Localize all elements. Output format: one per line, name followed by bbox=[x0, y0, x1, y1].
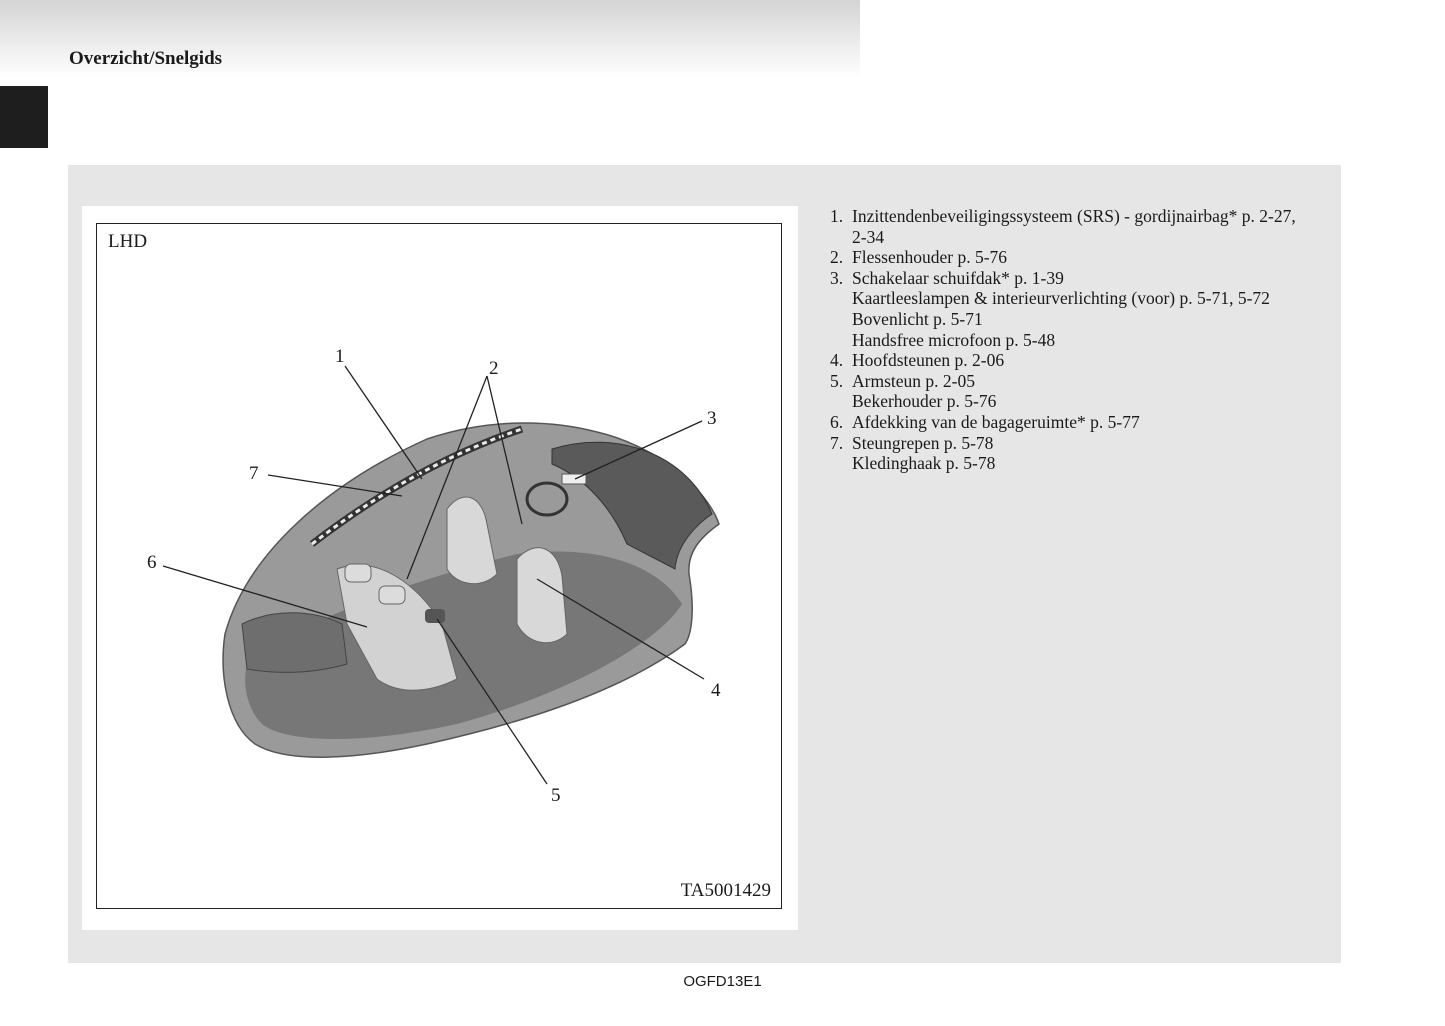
chapter-tab-marker bbox=[0, 86, 48, 148]
legend-line: 2-34 bbox=[852, 226, 885, 247]
legend-item-text bbox=[852, 371, 1325, 412]
callout-6: 6 bbox=[147, 552, 157, 573]
legend-item bbox=[830, 350, 1325, 371]
legend-line: Bekerhouder p. 5-76 bbox=[852, 391, 997, 412]
legend-line: Afdekking van de bagageruimte* p. 5-77 bbox=[852, 411, 1140, 432]
legend-line: Armsteun p. 2-05 bbox=[852, 370, 975, 391]
legend-line: Kaartleeslampen & interieurverlichting (voor) p. 5-71, 5-72 bbox=[852, 288, 1270, 309]
legend-item-number: 1. bbox=[830, 206, 844, 226]
section-title: Overzicht/Snelgids bbox=[69, 48, 223, 69]
legend-item-number: 3. bbox=[830, 267, 844, 288]
legend-item bbox=[830, 247, 1325, 268]
legend-line: Handsfree microfoon p. 5-48 bbox=[852, 329, 1056, 350]
legend-item-number: 7. bbox=[830, 432, 844, 453]
legend-item-text bbox=[852, 247, 1325, 268]
rear-headrest bbox=[345, 564, 371, 582]
legend-item bbox=[830, 268, 1325, 350]
legend-line: Inzittendenbeveiligingssysteem (SRS) - gordijnairbag* p. 2-27, bbox=[852, 206, 1296, 226]
callout-3: 3 bbox=[707, 408, 717, 429]
legend-item-text bbox=[852, 433, 1325, 474]
page-code: OGFD13E1 bbox=[683, 973, 762, 990]
callout-4: 4 bbox=[711, 680, 721, 701]
legend-line: Hoofdsteunen p. 2-06 bbox=[852, 350, 1005, 371]
legend-item-text bbox=[852, 206, 1325, 247]
callout-2: 2 bbox=[489, 358, 499, 379]
car-interior-illustration bbox=[97, 224, 781, 908]
legend-item-number: 2. bbox=[830, 247, 844, 268]
legend-line: Kledinghaak p. 5-78 bbox=[852, 453, 996, 474]
interior-illustration-frame bbox=[96, 223, 782, 909]
legend-line: Flessenhouder p. 5-76 bbox=[852, 247, 1008, 268]
legend-item-number: 5. bbox=[830, 370, 844, 391]
callout-5: 5 bbox=[551, 785, 561, 806]
legend-line: Bovenlicht p. 5-71 bbox=[852, 308, 983, 329]
legend-item-number: 6. bbox=[830, 411, 844, 432]
cargo-area bbox=[242, 613, 347, 673]
legend-item-number: 4. bbox=[830, 350, 844, 371]
legend-item bbox=[830, 206, 1325, 247]
legend-line: Schakelaar schuifdak* p. 1-39 bbox=[852, 267, 1064, 288]
legend-item bbox=[830, 433, 1325, 474]
callout-1: 1 bbox=[335, 346, 345, 367]
callout-7: 7 bbox=[249, 463, 259, 484]
legend-line: Steungrepen p. 5-78 bbox=[852, 432, 994, 453]
rear-headrest-2 bbox=[379, 586, 405, 604]
legend-item bbox=[830, 412, 1325, 433]
figure-code: TA5001429 bbox=[680, 880, 771, 901]
legend-item-text bbox=[852, 412, 1325, 433]
rear-armrest bbox=[425, 609, 445, 623]
parts-legend bbox=[830, 206, 1325, 474]
variant-label: LHD bbox=[108, 231, 148, 252]
legend-item-text bbox=[852, 268, 1325, 350]
legend-item bbox=[830, 371, 1325, 412]
legend-item-text bbox=[852, 350, 1325, 371]
